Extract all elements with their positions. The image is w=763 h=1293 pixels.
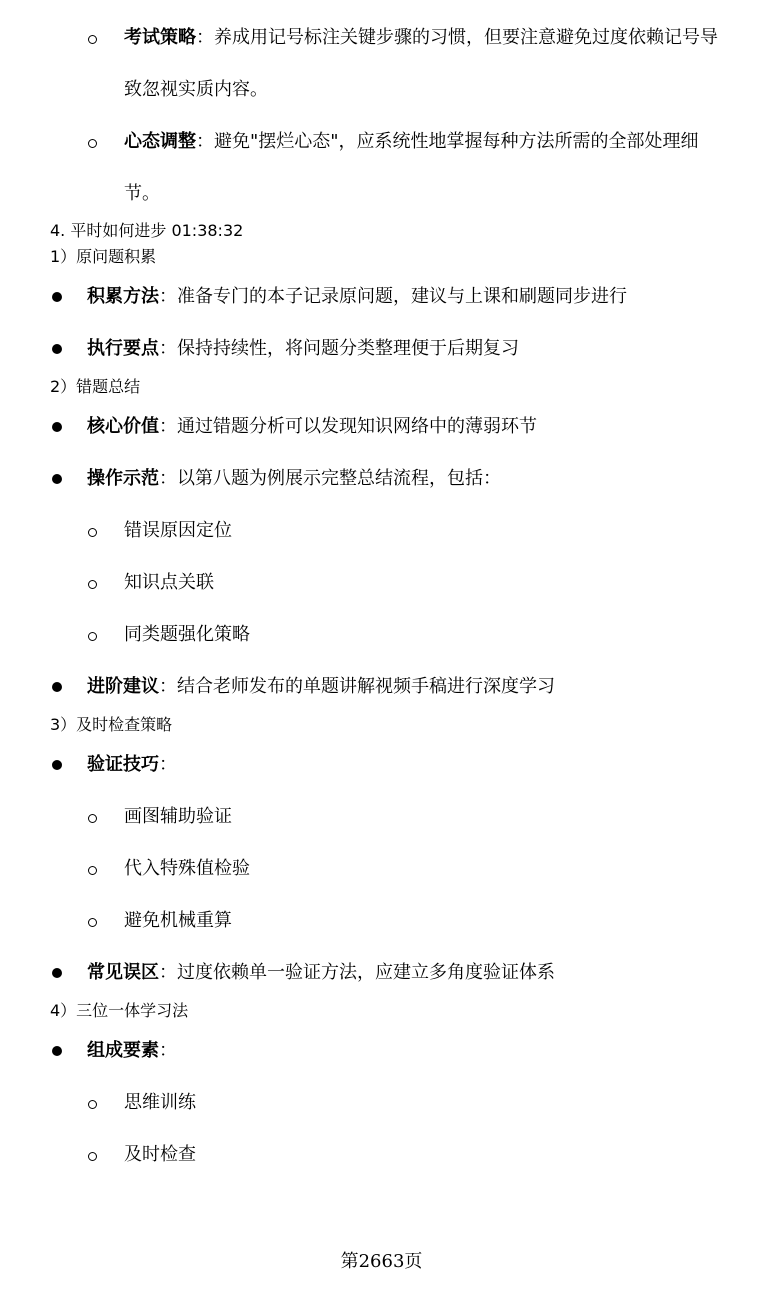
sub-list-item: 避免机械重算 [124,910,232,931]
bullet-ring-icon [88,918,97,927]
list-item [87,336,519,362]
item-text: ：结合老师发布的单题讲解视频手稿进行深度学习 [159,676,555,697]
item-text: ：过度依赖单一验证方法，应建立多角度验证体系 [159,962,555,983]
item-text: ： [159,754,177,775]
item-label: 组成要素 [87,1040,159,1061]
list-item [87,284,627,310]
sub-list-item: 画图辅助验证 [124,806,232,827]
sub-list-item: 及时检查 [124,1144,196,1165]
list-item [124,129,699,155]
item-text: ：通过错题分析可以发现知识网络中的薄弱环节 [159,416,537,437]
bullet-dot-icon [52,682,62,692]
bullet-ring-icon [88,1100,97,1109]
sub-list-item: 同类题强化策略 [124,624,250,645]
item-text: ：以第八题为例展示完整总结流程，包括： [159,468,501,489]
list-item [87,960,555,986]
subsection-heading: 1）原问题积累 [50,247,157,266]
item-label: 积累方法 [87,286,159,307]
bullet-dot-icon [52,1046,62,1056]
list-item [87,466,501,492]
item-label: 进阶建议 [87,676,159,697]
item-text: ： [159,1040,177,1061]
bullet-ring-icon [88,1152,97,1161]
section-heading: 4. 平时如何进步 01:38:32 [50,221,244,240]
item-label: 常见误区 [87,962,159,983]
sub-list-item: 知识点关联 [124,572,214,593]
subsection-heading: 2）错题总结 [50,377,141,396]
sub-list-item: 错误原因定位 [124,520,232,541]
bullet-dot-icon [52,968,62,978]
bullet-dot-icon [52,474,62,484]
bullet-ring-icon [88,139,97,148]
bullet-dot-icon [52,760,62,770]
item-label: 操作示范 [87,468,159,489]
list-item [87,414,537,440]
item-label: 执行要点 [87,338,159,359]
item-text: ：避免"摆烂心态"，应系统性地掌握每种方法所需的全部处理细 [196,131,699,152]
sub-list-item: 思维训练 [124,1092,196,1113]
item-text: ：养成用记号标注关键步骤的习惯，但要注意避免过度依赖记号导 [196,27,718,48]
item-label: 核心价值 [87,416,159,437]
bullet-ring-icon [88,632,97,641]
item-label: 验证技巧 [87,754,159,775]
page-number: 第2663页 [340,1251,423,1272]
list-item [87,674,555,700]
item-label: 考试策略 [124,27,196,48]
item-text: ：准备专门的本子记录原问题，建议与上课和刷题同步进行 [159,286,627,307]
bullet-ring-icon [88,35,97,44]
item-text: ：保持持续性，将问题分类整理便于后期复习 [159,338,519,359]
bullet-dot-icon [52,344,62,354]
bullet-dot-icon [52,422,62,432]
bullet-ring-icon [88,814,97,823]
subsection-heading: 4）三位一体学习法 [50,1001,189,1020]
list-item [124,25,718,51]
list-item [87,1038,177,1064]
bullet-ring-icon [88,580,97,589]
list-item [87,752,177,778]
bullet-dot-icon [52,292,62,302]
sub-list-item: 代入特殊值检验 [124,858,250,879]
bullet-ring-icon [88,528,97,537]
item-label: 心态调整 [124,131,196,152]
bullet-ring-icon [88,866,97,875]
item-text-continuation: 节。 [124,183,160,204]
subsection-heading: 3）及时检查策略 [50,715,173,734]
item-text-continuation: 致忽视实质内容。 [124,79,268,100]
